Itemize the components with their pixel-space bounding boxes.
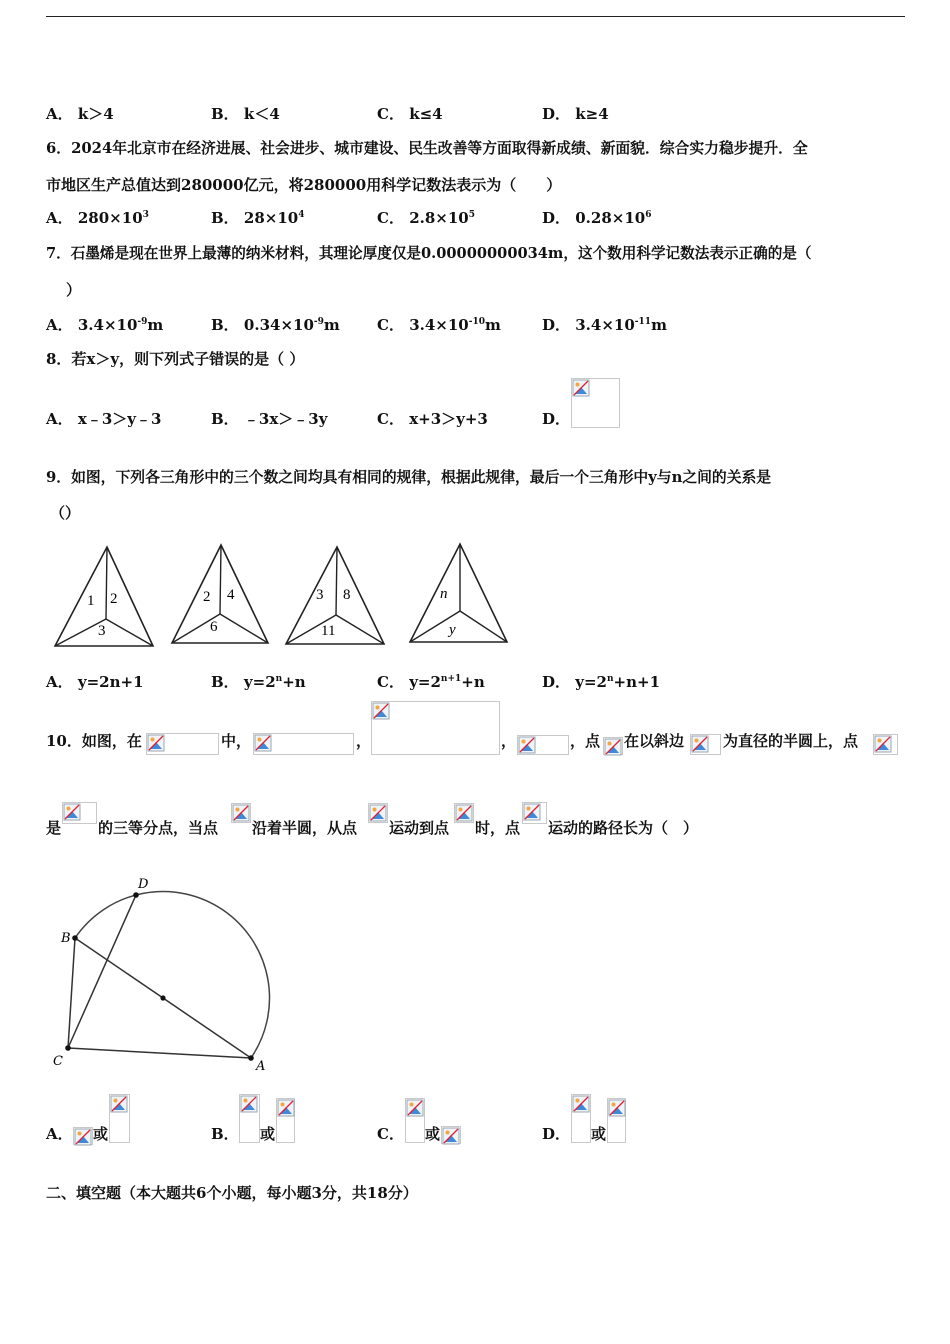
q10-option-c-image-2 bbox=[441, 1126, 461, 1144]
q10-option-d: D． bbox=[542, 1125, 571, 1143]
q8-option-d: D． bbox=[542, 410, 571, 428]
triangle-4-bottom: y bbox=[449, 622, 456, 638]
point-d bbox=[133, 892, 139, 898]
q6-stem-line2: 市地区生产总值达到280000亿元，将280000用科学记数法表示为（ ） bbox=[46, 176, 562, 194]
q9-option-b: B． $y=2^n+n$ bbox=[211, 673, 306, 691]
label-b: B bbox=[61, 931, 71, 946]
section-2-title: 二、填空题（本大题共6个小题，每小题3分，共18分） bbox=[46, 1184, 418, 1202]
q9-triangles-figure bbox=[46, 536, 516, 651]
broken-image-icon bbox=[232, 804, 250, 822]
q9-option-a: A． y=2n+1 bbox=[46, 673, 144, 691]
broken-image-icon bbox=[110, 1095, 128, 1113]
q6-option-d: D． $0.28\times 10^6$ bbox=[542, 209, 652, 227]
semicircle-arc bbox=[75, 891, 270, 1058]
q10-image-point-b bbox=[368, 803, 388, 823]
q10-text-9: 的三等分点，当点 bbox=[98, 819, 219, 837]
q8-option-c: C． x+3＞y+3 bbox=[377, 410, 488, 428]
q7-option-a: A． $3.4\times 10^{-9}m$ bbox=[46, 316, 164, 334]
broken-image-icon bbox=[369, 804, 387, 822]
q9-stem-line2: （） bbox=[50, 504, 81, 522]
top-rule bbox=[46, 16, 905, 17]
broken-image-icon bbox=[523, 803, 541, 821]
segment-cd bbox=[68, 895, 136, 1048]
q10-text-4: ， bbox=[501, 732, 517, 750]
q7-option-b: B． $0.34\times 10^{-9}m$ bbox=[211, 316, 340, 334]
q10-option-c: C． bbox=[377, 1125, 404, 1143]
broken-image-icon bbox=[372, 702, 390, 720]
broken-image-icon bbox=[455, 804, 473, 822]
broken-image-icon bbox=[874, 735, 892, 753]
broken-image-icon bbox=[240, 1095, 258, 1113]
point-c bbox=[65, 1045, 71, 1051]
q10-text-11: 运动到点 bbox=[389, 819, 450, 837]
segment-ca bbox=[68, 1048, 251, 1058]
q10-text-1: 10．如图，在 bbox=[46, 732, 142, 750]
q7-stem-line2: ） bbox=[66, 281, 82, 299]
triangle-2-left: 2 bbox=[203, 589, 211, 605]
triangle-2-bottom: 6 bbox=[210, 619, 218, 635]
q10-option-b: B． bbox=[211, 1125, 239, 1143]
q8-option-b: B． ﹣3x＞﹣3y bbox=[211, 410, 328, 428]
q10-option-d-image-1 bbox=[571, 1094, 591, 1143]
q10-image-triangle-abc bbox=[146, 733, 219, 755]
q5-option-b: B． k＜4 bbox=[211, 105, 280, 123]
segment-bc bbox=[68, 938, 75, 1048]
q10-text-10: 沿着半圆，从点 bbox=[252, 819, 358, 837]
broken-image-icon bbox=[691, 735, 709, 753]
q10-image-point-p2 bbox=[522, 802, 547, 824]
q6-option-b: B． $28\times 10^4$ bbox=[211, 209, 305, 227]
q8-option-d-image bbox=[571, 378, 620, 428]
q10-option-a-image-2 bbox=[109, 1094, 130, 1143]
q10-text-13: 运动的路径长为（ ） bbox=[548, 819, 699, 837]
triangle-2 bbox=[172, 545, 268, 643]
q10-option-d-or: 或 bbox=[591, 1125, 607, 1143]
triangle-3 bbox=[286, 547, 384, 644]
broken-image-icon bbox=[147, 734, 165, 752]
label-c: C bbox=[53, 1054, 63, 1069]
q10-option-b-image-1 bbox=[239, 1094, 260, 1143]
q6-stem-line1: 6．2024年北京市在经济进展、社会进步、城市建设、民生改善等方面取得新成绩、新面貌．综合实力稳步提升．全 bbox=[46, 140, 808, 157]
q10-image-angle bbox=[253, 733, 354, 755]
triangle-4-left: n bbox=[440, 586, 448, 602]
q10-text-5: ，点 bbox=[570, 732, 601, 750]
label-d: D bbox=[138, 877, 149, 892]
q10-option-a-or: 或 bbox=[93, 1125, 109, 1143]
q6-option-c: C． $2.8\times 10^5$ bbox=[377, 209, 475, 227]
triangle-2-right: 4 bbox=[227, 587, 235, 603]
q10-image-point-a bbox=[454, 803, 474, 823]
label-a: A bbox=[256, 1059, 266, 1074]
q10-option-c-or: 或 bbox=[425, 1125, 441, 1143]
broken-image-icon bbox=[74, 1128, 92, 1146]
q10-text-6: 在以斜边 bbox=[624, 732, 685, 750]
broken-image-icon bbox=[572, 1095, 590, 1113]
broken-image-icon bbox=[572, 379, 590, 397]
q10-image-ab bbox=[690, 734, 721, 755]
q10-image-length bbox=[517, 735, 569, 755]
q10-option-b-or: 或 bbox=[260, 1125, 276, 1143]
broken-image-icon bbox=[608, 1099, 626, 1117]
q10-option-d-image-2 bbox=[607, 1098, 626, 1143]
point-a bbox=[248, 1055, 254, 1061]
q10-text-7: 为直径的半圆上，点 bbox=[723, 732, 859, 750]
q10-image-point-d2 bbox=[231, 803, 251, 823]
q8-option-a: A． x﹣3＞y﹣3 bbox=[46, 410, 162, 428]
triangle-1-bottom: 3 bbox=[98, 623, 106, 639]
triangle-3-right: 8 bbox=[343, 587, 351, 603]
q10-image-point-d bbox=[603, 737, 623, 755]
q10-option-c-image-1 bbox=[405, 1098, 425, 1143]
broken-image-icon bbox=[518, 736, 536, 754]
broken-image-icon bbox=[604, 738, 622, 756]
triangle-3-left: 3 bbox=[316, 587, 324, 603]
broken-image-icon bbox=[406, 1099, 424, 1117]
q10-text-3: ， bbox=[356, 732, 372, 750]
q9-option-d: D． $y=2^n+n+1$ bbox=[542, 673, 661, 691]
q10-image-cd bbox=[62, 802, 97, 824]
q9-option-c: C． $y=2^{n+1}+n$ bbox=[377, 673, 485, 691]
q10-semicircle-figure bbox=[46, 870, 286, 1080]
q5-option-c: C． k≤4 bbox=[377, 105, 443, 123]
triangle-1-right: 2 bbox=[110, 591, 118, 607]
broken-image-icon bbox=[254, 734, 272, 752]
broken-image-icon bbox=[442, 1127, 460, 1145]
q10-image-point-p bbox=[873, 734, 898, 755]
q10-text-2: 中， bbox=[221, 732, 252, 750]
q10-option-a: A． bbox=[46, 1125, 73, 1143]
q9-stem-line1: 9．如图，下列各三角形中的三个数之间均具有相同的规律，根据此规律，最后一个三角形中y与n之间的关系是 bbox=[46, 469, 772, 486]
triangle-1 bbox=[55, 547, 153, 646]
broken-image-icon bbox=[63, 803, 81, 821]
q7-stem-line1: 7．石墨烯是现在世界上最薄的纳米材料，其理论厚度仅是0.00000000034m，这个数用科学记数法表示正确的是（ bbox=[46, 245, 812, 262]
point-b bbox=[72, 935, 78, 941]
q10-text-12: 时，点 bbox=[475, 819, 521, 837]
q5-option-d: D． k≥4 bbox=[542, 105, 609, 123]
q5-option-a: A． k＞4 bbox=[46, 105, 114, 123]
q7-option-c: C． $3.4\times 10^{-10}m$ bbox=[377, 316, 501, 334]
point-center bbox=[160, 995, 165, 1000]
broken-image-icon bbox=[277, 1099, 295, 1117]
q10-text-8: 是 bbox=[46, 819, 62, 837]
q10-option-b-image-2 bbox=[276, 1098, 295, 1143]
q10-image-condition bbox=[371, 701, 500, 755]
triangle-4 bbox=[410, 544, 507, 642]
triangle-1-left: 1 bbox=[87, 593, 95, 609]
q6-option-a: A． $280\times 10^3$ bbox=[46, 209, 149, 227]
q8-stem: 8．若x＞y，则下列式子错误的是（ ） bbox=[46, 350, 305, 368]
q10-option-a-image-1 bbox=[73, 1127, 93, 1145]
triangle-3-bottom: 11 bbox=[321, 623, 336, 639]
q7-option-d: D． $3.4\times 10^{-11}m$ bbox=[542, 316, 667, 334]
